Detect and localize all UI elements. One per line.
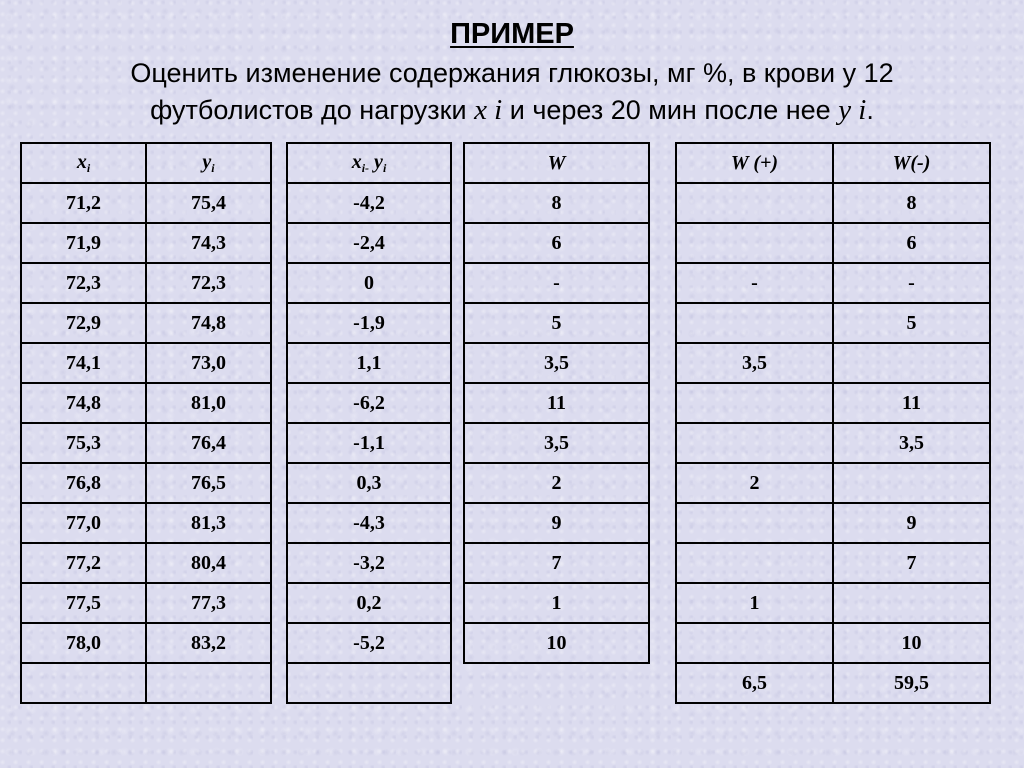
slide-title: ПРИМЕР xyxy=(450,18,574,50)
cell-rank-minus: 7 xyxy=(833,543,990,583)
task-line-1: Оценить изменение содержания глюкозы, мг %, в крови у 12 xyxy=(130,58,894,88)
header-w-plus: W (+) xyxy=(676,143,833,183)
cell-y: 74,3 xyxy=(146,223,271,263)
table-row xyxy=(464,623,649,663)
table-row xyxy=(287,583,451,623)
cell-rank: 9 xyxy=(464,503,649,543)
cell-rank: - xyxy=(464,263,649,303)
table-difference xyxy=(286,142,452,704)
table-xy xyxy=(20,142,272,704)
header-x: $x_i$ xyxy=(21,143,146,183)
cell-rank-minus: 6 xyxy=(833,223,990,263)
cell-difference: -1,9 xyxy=(287,303,451,343)
cell-rank-minus: 3,5 xyxy=(833,423,990,463)
cell-rank: 8 xyxy=(464,183,649,223)
task-line-2-mid: и через 20 мин после нее xyxy=(502,95,839,125)
table-row xyxy=(676,263,990,303)
cell-rank: 10 xyxy=(464,623,649,663)
cell-y-empty xyxy=(146,663,271,703)
table-row xyxy=(464,503,649,543)
cell-difference: -4,2 xyxy=(287,183,451,223)
task-line-2-pre: футболистов до нагрузки xyxy=(150,95,475,125)
cell-rank-plus xyxy=(676,423,833,463)
table-row xyxy=(21,583,271,623)
cell-rank: 5 xyxy=(464,303,649,343)
cell-rank-minus: - xyxy=(833,263,990,303)
cell-difference-empty xyxy=(287,663,451,703)
header-w: W xyxy=(464,143,649,183)
cell-y: 74,8 xyxy=(146,303,271,343)
table-row xyxy=(676,503,990,543)
table-row xyxy=(676,583,990,623)
task-line-2 xyxy=(0,92,1024,129)
cell-y: 76,4 xyxy=(146,423,271,463)
table-row xyxy=(676,383,990,423)
cell-x: 74,8 xyxy=(21,383,146,423)
table-row xyxy=(21,503,271,543)
table-signed-ranks xyxy=(675,142,991,704)
cell-x: 74,1 xyxy=(21,343,146,383)
table-row xyxy=(464,463,649,503)
cell-difference: 0,2 xyxy=(287,583,451,623)
table-rank xyxy=(463,142,650,664)
table-row xyxy=(676,423,990,463)
total-rank-minus: 59,5 xyxy=(833,663,990,703)
header-w-minus: W(-) xyxy=(833,143,990,183)
table-row xyxy=(287,423,451,463)
var-x-label: x i xyxy=(474,94,503,126)
table-row xyxy=(287,223,451,263)
cell-rank-plus xyxy=(676,543,833,583)
table-row xyxy=(21,223,271,263)
cell-x: 75,3 xyxy=(21,423,146,463)
cell-x: 72,9 xyxy=(21,303,146,343)
cell-x-empty xyxy=(21,663,146,703)
slide-heading xyxy=(0,16,1024,129)
table-row xyxy=(287,303,451,343)
table-row xyxy=(464,263,649,303)
cell-rank-plus: 3,5 xyxy=(676,343,833,383)
cell-x: 77,2 xyxy=(21,543,146,583)
table-row xyxy=(676,223,990,263)
cell-difference: -3,2 xyxy=(287,543,451,583)
table-row xyxy=(464,343,649,383)
table-row xyxy=(21,543,271,583)
cell-y: 80,4 xyxy=(146,543,271,583)
table-row xyxy=(464,423,649,463)
table-row xyxy=(676,303,990,343)
table-row xyxy=(287,183,451,223)
cell-y: 75,4 xyxy=(146,183,271,223)
cell-rank-plus xyxy=(676,503,833,543)
table-row xyxy=(21,623,271,663)
cell-rank-plus: - xyxy=(676,263,833,303)
table-row xyxy=(676,623,990,663)
table-row xyxy=(287,503,451,543)
table-row xyxy=(464,303,649,343)
cell-rank: 6 xyxy=(464,223,649,263)
cell-rank-minus xyxy=(833,463,990,503)
table-row xyxy=(676,183,990,223)
cell-rank-plus xyxy=(676,623,833,663)
cell-difference: -4,3 xyxy=(287,503,451,543)
table-row xyxy=(676,663,990,703)
cell-x: 78,0 xyxy=(21,623,146,663)
cell-rank-minus: 10 xyxy=(833,623,990,663)
cell-rank: 3,5 xyxy=(464,423,649,463)
cell-rank-plus: 2 xyxy=(676,463,833,503)
cell-y: 81,0 xyxy=(146,383,271,423)
table-row xyxy=(464,583,649,623)
cell-difference: 0 xyxy=(287,263,451,303)
cell-y: 81,3 xyxy=(146,503,271,543)
cell-rank-plus xyxy=(676,303,833,343)
cell-rank-plus xyxy=(676,223,833,263)
table-row xyxy=(21,183,271,223)
cell-x: 77,5 xyxy=(21,583,146,623)
cell-y: 73,0 xyxy=(146,343,271,383)
cell-rank-minus: 11 xyxy=(833,383,990,423)
table-row xyxy=(464,223,649,263)
cell-y: 83,2 xyxy=(146,623,271,663)
cell-rank: 3,5 xyxy=(464,343,649,383)
cell-rank-minus: 5 xyxy=(833,303,990,343)
cell-x: 76,8 xyxy=(21,463,146,503)
task-line-2-end: . xyxy=(866,95,874,125)
table-row xyxy=(21,663,271,703)
cell-rank: 11 xyxy=(464,383,649,423)
cell-x: 71,2 xyxy=(21,183,146,223)
table-row xyxy=(464,183,649,223)
table-row xyxy=(287,663,451,703)
table-row xyxy=(287,343,451,383)
cell-rank-plus xyxy=(676,183,833,223)
cell-x: 72,3 xyxy=(21,263,146,303)
cell-rank-plus xyxy=(676,383,833,423)
cell-difference: 1,1 xyxy=(287,343,451,383)
cell-rank-minus: 9 xyxy=(833,503,990,543)
cell-x: 77,0 xyxy=(21,503,146,543)
cell-x: 71,9 xyxy=(21,223,146,263)
table-row xyxy=(21,263,271,303)
table-row xyxy=(676,343,990,383)
cell-difference: -1,1 xyxy=(287,423,451,463)
table-row xyxy=(21,383,271,423)
cell-rank-minus xyxy=(833,583,990,623)
cell-rank: 1 xyxy=(464,583,649,623)
cell-rank-minus xyxy=(833,343,990,383)
header-difference: $x_{i-}$ $y_i$ xyxy=(287,143,451,183)
table-row xyxy=(287,263,451,303)
table-row xyxy=(21,423,271,463)
cell-difference: -5,2 xyxy=(287,623,451,663)
total-rank-plus: 6,5 xyxy=(676,663,833,703)
header-y: $y_i$ xyxy=(146,143,271,183)
cell-rank: 7 xyxy=(464,543,649,583)
task-description xyxy=(0,55,1024,129)
table-row xyxy=(21,303,271,343)
table-row xyxy=(287,463,451,503)
table-row xyxy=(676,463,990,503)
table-row xyxy=(287,543,451,583)
cell-difference: 0,3 xyxy=(287,463,451,503)
table-row xyxy=(21,343,271,383)
cell-y: 77,3 xyxy=(146,583,271,623)
cell-difference: -6,2 xyxy=(287,383,451,423)
cell-rank-plus: 1 xyxy=(676,583,833,623)
table-row xyxy=(464,383,649,423)
cell-rank: 2 xyxy=(464,463,649,503)
var-y-label: y i xyxy=(838,94,867,126)
cell-difference: -2,4 xyxy=(287,223,451,263)
table-row xyxy=(287,623,451,663)
table-row xyxy=(287,383,451,423)
table-row xyxy=(464,543,649,583)
table-row xyxy=(676,543,990,583)
table-row xyxy=(21,463,271,503)
cell-rank-minus: 8 xyxy=(833,183,990,223)
cell-y: 72,3 xyxy=(146,263,271,303)
cell-y: 76,5 xyxy=(146,463,271,503)
